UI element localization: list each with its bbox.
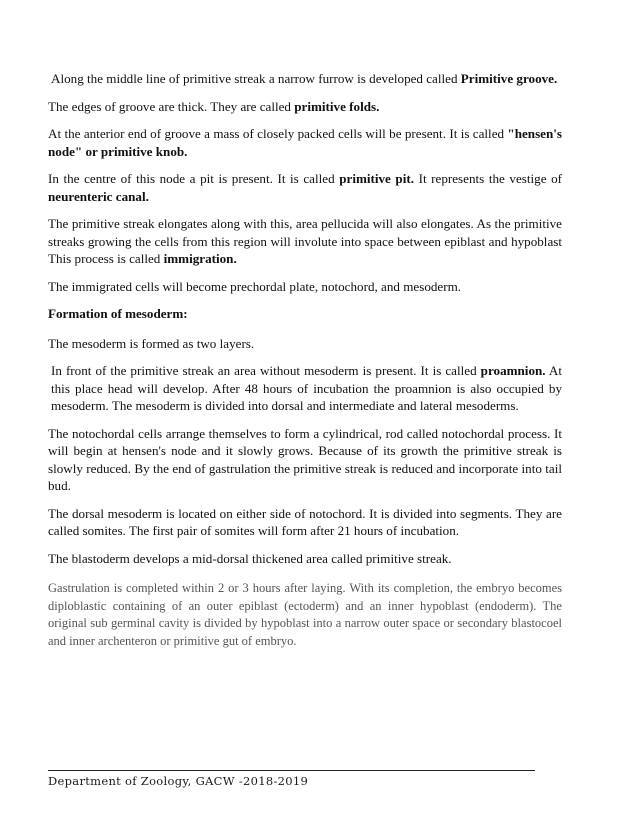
text-run: The primitive streak elongates along with this, area pellucida will also elongates. As the primitive streaks growing the cells from this region will involute into space between epiblast and hypoblast This process is called <box>48 216 562 266</box>
bold-term: primitive pit. <box>339 171 414 186</box>
bold-term: immigration. <box>163 251 237 266</box>
page-footer: Department of Zoology, GACW -2018-2019 <box>48 774 309 788</box>
bold-term: proamnion. <box>480 363 546 378</box>
paragraph-somites <box>48 505 562 540</box>
heading-text: Formation of mesoderm: <box>48 306 188 321</box>
paragraph-mesoderm-layers <box>48 335 562 353</box>
paragraph-immigrated-cells <box>48 278 562 296</box>
text-run: The mesoderm is formed as two layers. <box>48 335 255 351</box>
text-run: At the anterior end of groove a mass of closely packed cells will be present. It is called <box>48 126 508 141</box>
paragraph-notochordal-process <box>48 425 562 495</box>
document-body <box>48 70 562 660</box>
text-run: The dorsal mesoderm is located on either side of notochord. It is divided into segments. They are called somites. The first pair of somites will form after 21 hours of incubation. <box>48 505 562 538</box>
paragraph-blastoderm <box>48 550 562 568</box>
paragraph-proamnion <box>48 362 562 415</box>
paragraph-gastrulation <box>48 580 562 650</box>
text-run: In front of the primitive streak an area without mesoderm is present. It is called <box>51 363 481 378</box>
bold-term: primitive folds. <box>294 98 380 114</box>
text-run: The immigrated cells will become prechordal plate, notochord, and mesoderm. <box>48 278 462 294</box>
text-run: At this place head will develop. After 48 hours of incubation the proamnion is also occupied by mesoderm. The mesoderm is divided into dorsal and intermediate and lateral mesoderms. <box>51 363 562 413</box>
paragraph-immigration <box>48 215 562 268</box>
paragraph-primitive-pit <box>48 170 562 205</box>
section-heading-mesoderm <box>48 305 562 323</box>
paragraph-primitive-folds <box>48 98 562 116</box>
paragraph-hensens-node <box>48 125 562 160</box>
text-run: The blastoderm develops a mid-dorsal thickened area called primitive streak. <box>48 550 452 566</box>
text-run: In the centre of this node a pit is present. It is called <box>48 171 340 186</box>
text-run: Along the middle line of primitive streak a narrow furrow is developed called <box>51 71 461 86</box>
bold-term: Primitive groove. <box>460 71 558 86</box>
paragraph-primitive-groove <box>48 70 562 88</box>
text-run: It represents the vestige of <box>414 171 562 186</box>
text-run: Gastrulation is completed within 2 or 3 hours after laying. With its completion, the embryo becomes diploblastic containing of an outer epiblast (ectoderm) and an inner hypoblast (endoderm). The original sub germinal cavity is divided by hypoblast into a narrow outer space or secondary blastocoel and inner archenteron or primitive gut of embryo. <box>48 581 562 648</box>
footer-divider <box>48 770 535 771</box>
bold-term: neurenteric canal. <box>48 188 149 204</box>
bold-term: "hensen's node" or primitive knob. <box>48 126 562 159</box>
text-run: The edges of groove are thick. They are called <box>48 98 295 114</box>
text-run: The notochordal cells arrange themselves to form a cylindrical, rod called notochordal process. It will begin at hensen's node and it slowly grows. Because of its growth the primitive streak is slowly reduced. By the end of gastrulation the primitive streak is reduced and incorporate into tail bud. <box>48 425 562 493</box>
